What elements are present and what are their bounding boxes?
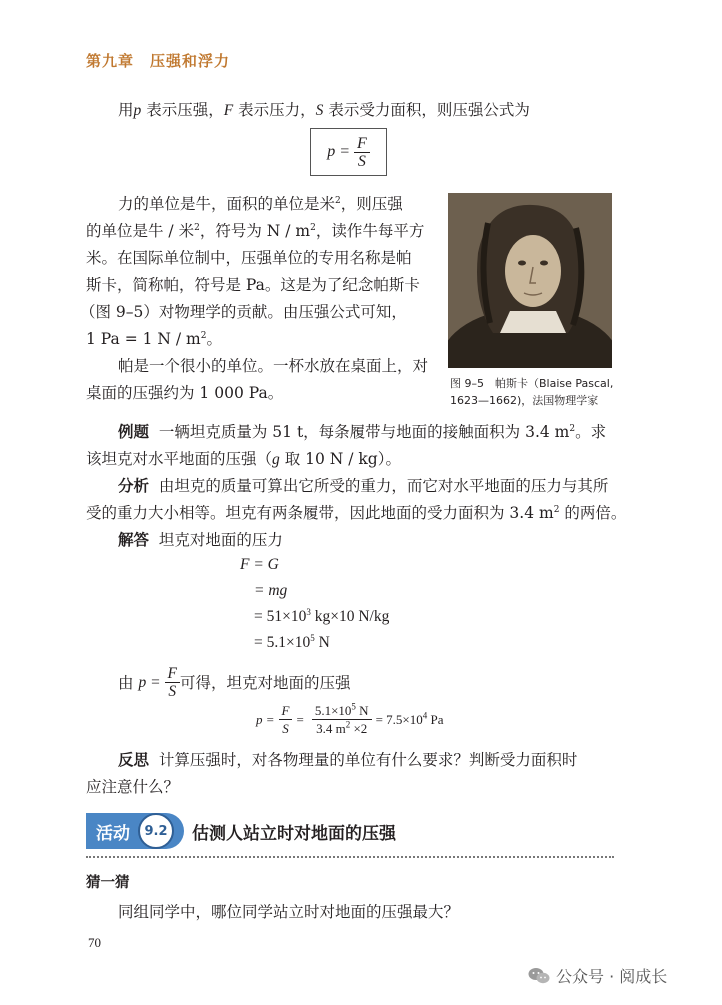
var-p: p bbox=[133, 102, 142, 119]
example-line2b: 取 10 N / kg）。 bbox=[279, 450, 401, 468]
solution-eq3 bbox=[254, 608, 389, 626]
activity-dotted-divider bbox=[86, 856, 614, 858]
para1-line2a: 的单位是牛 / 米 bbox=[86, 222, 195, 240]
chapter-header: 第九章 压强和浮力 bbox=[86, 52, 231, 70]
figure-caption-line2: 1623—1662)，法国物理学家 bbox=[450, 394, 599, 407]
var-S: S bbox=[315, 102, 324, 119]
final-num2b: N bbox=[355, 703, 369, 718]
solution-eq1: F = G bbox=[240, 556, 279, 573]
solution-by: 由 bbox=[118, 673, 134, 692]
reflection-line2: 应注意什么？ bbox=[86, 778, 180, 796]
wechat-icon bbox=[528, 967, 550, 985]
analysis-line2-sup: 2 bbox=[553, 504, 560, 515]
example-line1b: 。求 bbox=[575, 423, 607, 441]
solution-eq4 bbox=[254, 634, 330, 652]
solution-by-formula: p = bbox=[138, 673, 161, 691]
final-eq-sign: = bbox=[296, 711, 304, 727]
final-frac1 bbox=[279, 702, 293, 737]
analysis-line2 bbox=[86, 498, 626, 528]
activity-tag-label: 活动 bbox=[96, 823, 130, 844]
activity-tag bbox=[86, 813, 184, 849]
analysis-label: 分析 bbox=[118, 477, 150, 495]
solution-eq4a: = 5.1×10 bbox=[254, 634, 311, 651]
activity-heading bbox=[86, 813, 614, 849]
final-frac2 bbox=[312, 702, 372, 737]
final-den2a: 3.4 m bbox=[316, 721, 346, 736]
reflection-line1-text: 计算压强时，对各物理量的单位有什么要求？判断受力面积时 bbox=[158, 751, 578, 769]
analysis-line1 bbox=[118, 471, 608, 501]
page-number: 70 bbox=[88, 935, 101, 950]
wechat-watermark bbox=[528, 964, 667, 987]
para1-line2b: ，符号为 N / m bbox=[199, 222, 311, 240]
para1-line1-sup: 2 bbox=[335, 195, 341, 206]
final-result-a: = 7.5×10 bbox=[375, 711, 423, 727]
watermark-text: 公众号 · 阅成长 bbox=[556, 967, 668, 986]
solution-by-den: S bbox=[168, 683, 177, 700]
solution-final-equation bbox=[256, 702, 443, 737]
guess-heading: 猜一猜 bbox=[86, 875, 130, 891]
example-label: 例题 bbox=[118, 423, 150, 441]
solution-by-text: 可得，坦克对地面的压强 bbox=[180, 673, 351, 692]
final-num1: F bbox=[279, 702, 293, 720]
formula-denominator: S bbox=[357, 152, 366, 170]
para1-line1-text: 力的单位是牛，面积的单位是米 bbox=[118, 195, 336, 213]
formula-numerator: F bbox=[354, 135, 370, 153]
solution-eq3a: = 51×10 bbox=[254, 608, 307, 625]
solution-eq4b: N bbox=[314, 634, 330, 651]
solution-by-fraction bbox=[165, 665, 180, 700]
figure-caption-line1: 图 9–5 帕斯卡（Blaise Pascal, bbox=[450, 377, 614, 390]
para1-line4: 斯卡，简称帕，符号是 Pa。这是为了纪念帕斯卡 bbox=[86, 276, 420, 294]
final-result-b: Pa bbox=[427, 711, 444, 727]
example-line1-sup: 2 bbox=[569, 423, 576, 434]
var-F: F bbox=[223, 102, 234, 119]
final-num2a: 5.1×10 bbox=[314, 703, 352, 718]
formula-fraction bbox=[354, 135, 370, 170]
para1-line1 bbox=[118, 189, 403, 219]
pascal-portrait-image bbox=[448, 193, 612, 368]
example-line1 bbox=[118, 417, 606, 447]
reflection-line1 bbox=[118, 745, 577, 775]
guess-question: 同组同学中，哪位同学站立时对地面的压强最大？ bbox=[118, 903, 460, 921]
final-result-sup: 4 bbox=[422, 710, 428, 721]
intro-line bbox=[118, 95, 530, 126]
solution-intro: 坦克对地面的压力 bbox=[158, 531, 283, 549]
para1-line6b: 。 bbox=[206, 330, 222, 348]
para1-line1-end: ，则压强 bbox=[340, 195, 403, 213]
final-den1: S bbox=[282, 721, 289, 736]
solution-by-line bbox=[118, 665, 351, 700]
para1-line2c: ，读作牛每平方 bbox=[315, 222, 425, 240]
analysis-line1-text: 由坦克的质量可算出它所受的重力，而它对水平地面的压力与其所 bbox=[158, 477, 609, 495]
para1-line3: 米。在国际单位制中，压强单位的专用名称是帕 bbox=[86, 249, 412, 267]
final-num2-sup: 5 bbox=[351, 701, 356, 712]
intro-f1: 表示压力， bbox=[238, 101, 316, 119]
solution-eq3-sup: 3 bbox=[306, 606, 311, 617]
pressure-formula-box bbox=[310, 128, 387, 176]
para2-line2: 桌面的压强约为 1 000 Pa。 bbox=[86, 384, 284, 402]
solution-by-num: F bbox=[165, 665, 180, 683]
solution-eq3b: kg×10 N/kg bbox=[310, 608, 390, 625]
final-den2 bbox=[313, 720, 370, 737]
figure-caption bbox=[450, 375, 613, 409]
para1-line2-sup2: 2 bbox=[310, 222, 316, 233]
activity-title: 估测人站立时对地面的压强 bbox=[192, 823, 396, 844]
activity-number-badge: 9.2 bbox=[138, 813, 174, 849]
solution-label: 解答 bbox=[118, 531, 150, 549]
analysis-line2b: 的两倍。 bbox=[559, 504, 627, 522]
solution-eq4-sup: 5 bbox=[310, 632, 315, 643]
reflection-label: 反思 bbox=[118, 751, 150, 769]
final-num2 bbox=[312, 702, 372, 720]
intro-p1: 表示压强， bbox=[146, 101, 224, 119]
example-var-g: g bbox=[272, 451, 280, 468]
para1-line2 bbox=[86, 216, 424, 246]
example-line2a: 该坦克对水平地面的压强（ bbox=[86, 450, 273, 468]
para1-line2-sup1: 2 bbox=[194, 222, 200, 233]
final-lhs: p = bbox=[256, 711, 275, 727]
final-result bbox=[376, 712, 444, 728]
intro-use: 用 bbox=[118, 101, 134, 119]
final-den2-sup: 2 bbox=[345, 719, 351, 730]
solution-eq2 bbox=[254, 582, 287, 600]
final-den2b: ×2 bbox=[350, 721, 368, 736]
formula-lhs: p = bbox=[327, 143, 350, 160]
example-line1a: 一辆坦克质量为 51 t，每条履带与地面的接触面积为 3.4 m bbox=[158, 423, 570, 441]
intro-s1: 表示受力面积，则压强公式为 bbox=[328, 101, 530, 119]
para1-line6 bbox=[86, 324, 222, 354]
analysis-line2a: 受的重力大小相等。坦克有两条履带，因此地面的受力面积为 3.4 m bbox=[86, 504, 554, 522]
para1-line6a: 1 Pa = 1 N / m bbox=[86, 330, 201, 348]
solution-eq2-text: = mg bbox=[254, 582, 288, 599]
solution-line bbox=[118, 525, 283, 555]
para2-line1: 帕是一个很小的单位。一杯水放在桌面上，对 bbox=[118, 357, 429, 375]
para1-line6-sup: 2 bbox=[200, 330, 207, 341]
para1-line5: （图 9–5）对物理学的贡献。由压强公式可知， bbox=[80, 303, 407, 321]
pascal-portrait-illustration bbox=[448, 193, 612, 368]
